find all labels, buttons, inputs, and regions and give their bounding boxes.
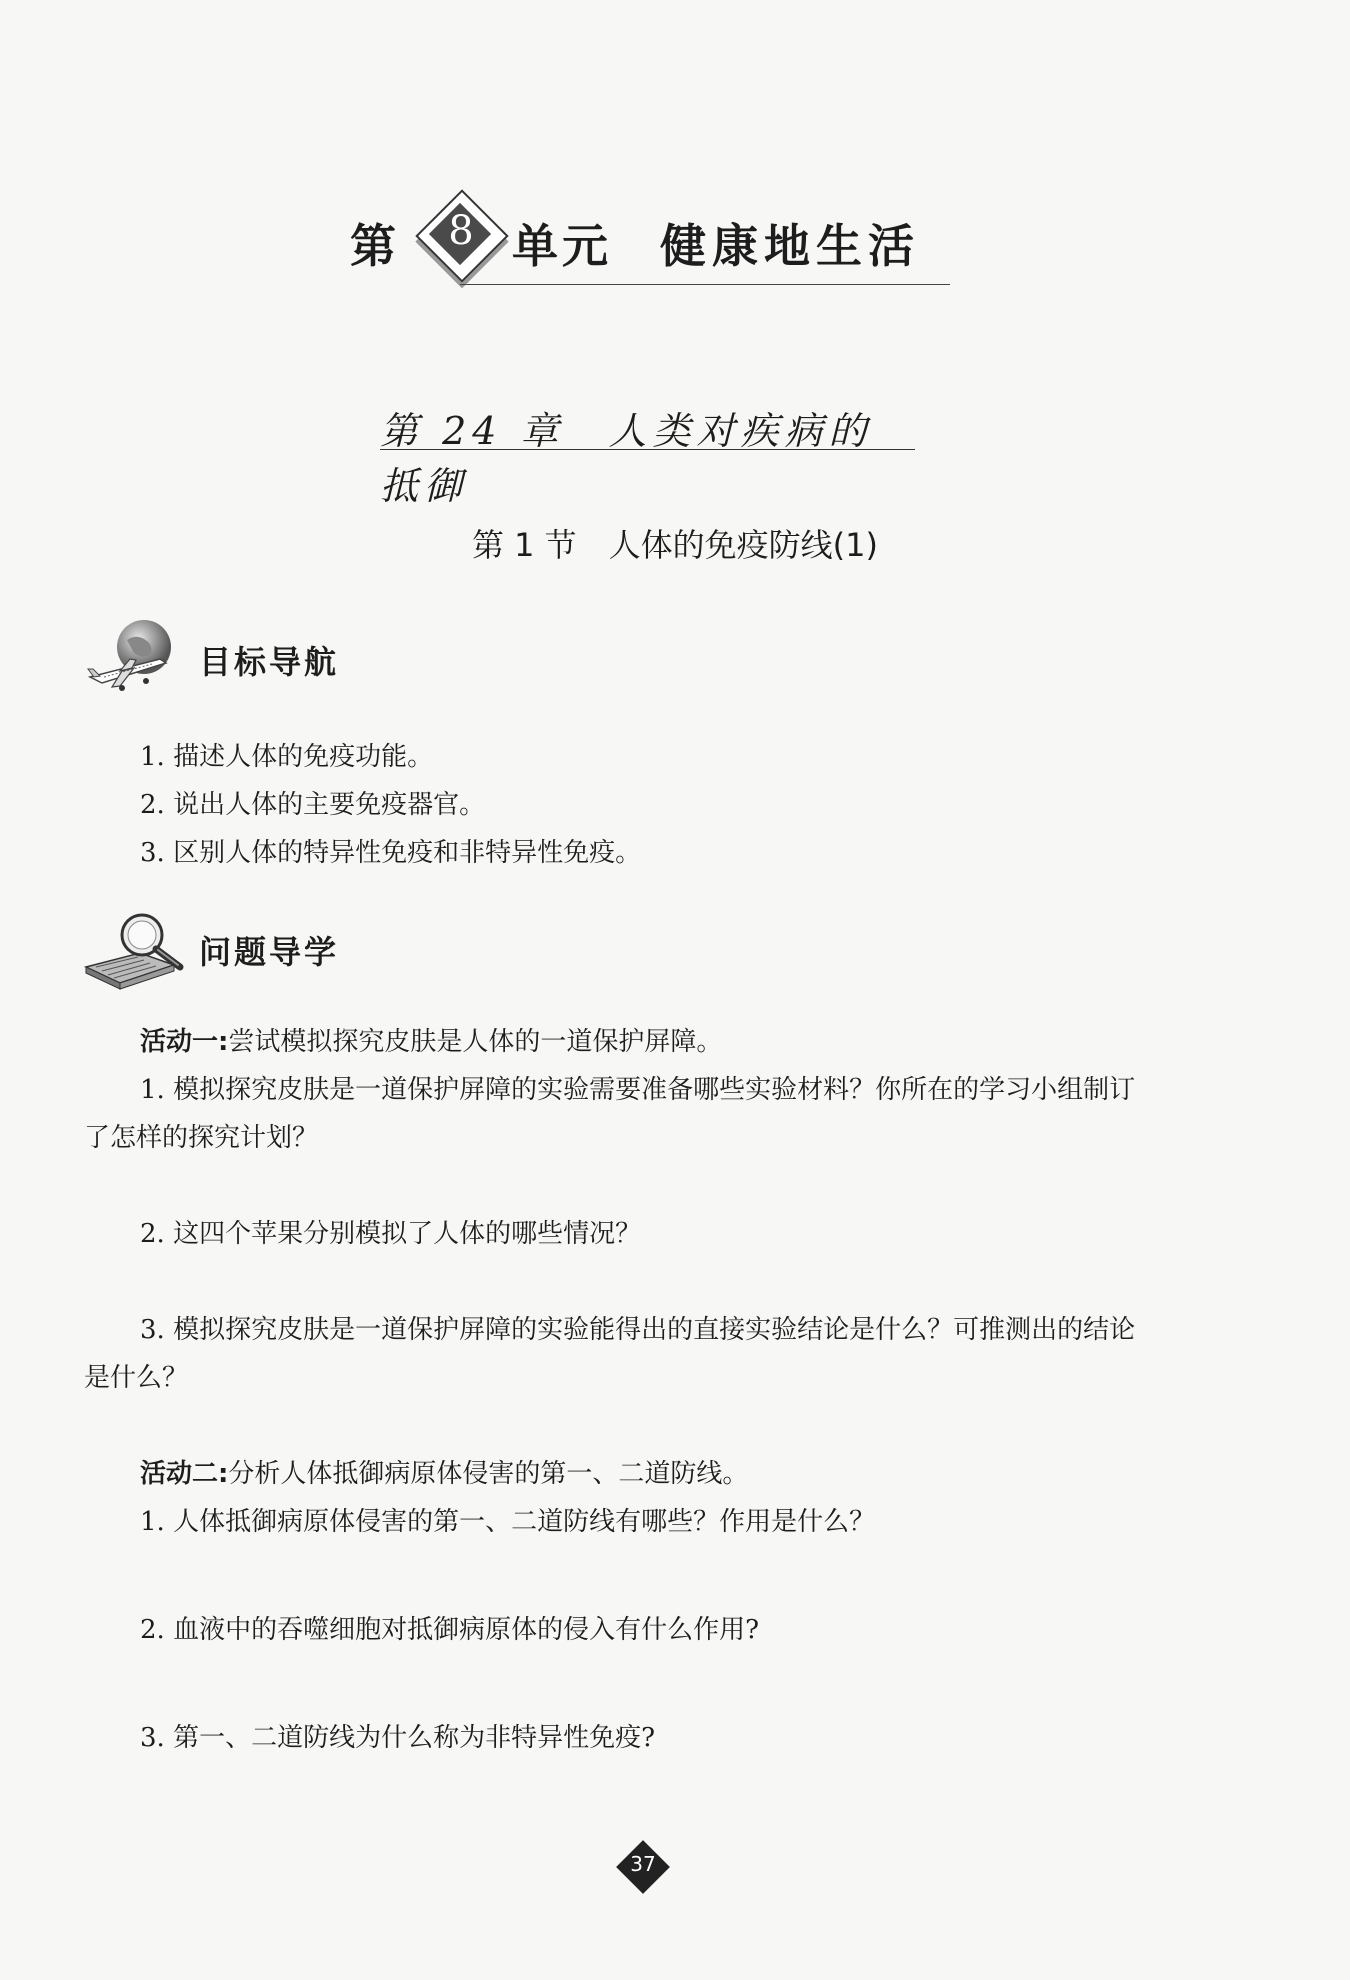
activity2-label: 活动二:	[140, 1459, 229, 1489]
unit-underline	[460, 284, 950, 285]
unit-number: 8	[448, 208, 474, 254]
activity1-question3-line1: 3. 模拟探究皮肤是一道保护屏障的实验能得出的直接实验结论是什么？可推测出的结论	[140, 1315, 1136, 1345]
chapter-underline	[380, 449, 915, 450]
goal-nav-label: 目标导航	[199, 643, 340, 681]
activity2-line	[140, 1450, 748, 1498]
question-guide-label: 问题导学	[199, 933, 340, 971]
page-number-badge	[616, 1840, 670, 1894]
question-guide-heading	[82, 905, 482, 995]
unit-word: 单元	[512, 219, 612, 273]
chapter-title-text: 第 24 章 人类对疾病的抵御	[380, 409, 873, 508]
unit-number-badge	[416, 190, 506, 280]
magnifier-book-icon	[82, 905, 192, 995]
activity2-question1: 1. 人体抵御病原体侵害的第一、二道防线有哪些？作用是什么？	[140, 1507, 876, 1537]
goal-item: 2. 说出人体的主要免疫器官。	[140, 790, 486, 820]
unit-prefix: 第	[350, 219, 396, 273]
activity2-text: 分析人体抵御病原体侵害的第一、二道防线。	[228, 1459, 749, 1489]
goal-item: 1. 描述人体的免疫功能。	[140, 742, 434, 772]
chapter-title	[380, 400, 915, 510]
activity1-line	[140, 1018, 722, 1066]
goal-nav-heading	[82, 615, 482, 705]
activity1-text: 尝试模拟探究皮肤是人体的一道保护屏障。	[228, 1027, 723, 1057]
section-title: 第 1 节 人体的免疫防线(1)	[471, 526, 879, 564]
activity1-question1-line1: 1. 模拟探究皮肤是一道保护屏障的实验需要准备哪些实验材料？你所在的学习小组制订	[140, 1075, 1136, 1105]
activity1-question2: 2. 这四个苹果分别模拟了人体的哪些情况？	[140, 1219, 642, 1249]
globe-airplane-icon	[82, 615, 192, 705]
activity1-question1-line2: 了怎样的探究计划？	[84, 1123, 319, 1153]
unit-title: 健康地生活	[660, 219, 920, 273]
unit-header	[350, 190, 950, 290]
activity1-question3-line2: 是什么？	[84, 1363, 189, 1393]
activity2-question2: 2. 血液中的吞噬细胞对抵御病原体的侵入有什么作用?	[140, 1615, 760, 1645]
activity1-label: 活动一:	[140, 1027, 229, 1057]
page-number: 37	[630, 1852, 656, 1876]
activity2-question3: 3. 第一、二道防线为什么称为非特异性免疫?	[140, 1723, 656, 1753]
goal-item: 3. 区别人体的特异性免疫和非特异性免疫。	[140, 838, 642, 868]
